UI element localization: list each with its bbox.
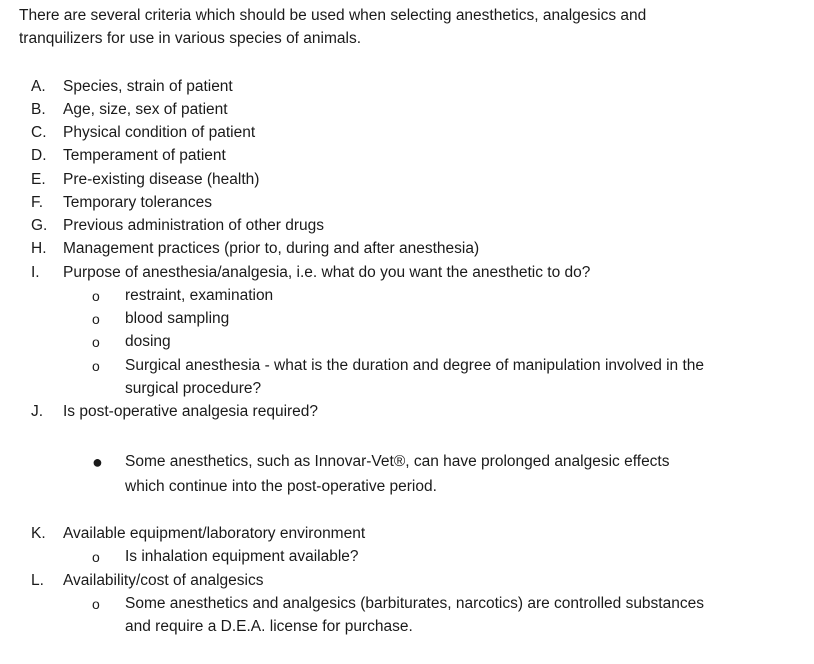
note-line-1: Some anesthetics, such as Innovar-Vet®, can have prolonged analgesic effects bbox=[125, 453, 670, 470]
circle-bullet-icon: o bbox=[92, 549, 100, 565]
sub-list-item-continuation: surgical procedure? bbox=[125, 380, 262, 397]
list-item: Previous administration of other drugs bbox=[63, 217, 325, 234]
list-item: Available equipment/laboratory environment bbox=[63, 525, 366, 542]
list-item: Species, strain of patient bbox=[63, 78, 233, 95]
circle-bullet-icon: o bbox=[92, 334, 100, 350]
sub-list-item: blood sampling bbox=[125, 310, 230, 327]
list-item: Temperament of patient bbox=[63, 147, 226, 164]
circle-bullet-icon: o bbox=[92, 358, 100, 374]
sub-list-item: Is inhalation equipment available? bbox=[125, 548, 359, 565]
list-item: Temporary tolerances bbox=[63, 194, 213, 211]
list-item: Purpose of anesthesia/analgesia, i.e. what do you want the anesthetic to do? bbox=[63, 264, 591, 281]
note-line-2: which continue into the post-operative period. bbox=[125, 478, 437, 495]
circle-bullet-icon: o bbox=[92, 311, 100, 327]
list-marker: A. bbox=[31, 78, 46, 95]
intro-line-1: There are several criteria which should be used when selecting anesthetics, analgesics and bbox=[19, 7, 647, 24]
list-marker: E. bbox=[31, 171, 46, 188]
list-item: Availability/cost of analgesics bbox=[63, 572, 264, 589]
sub-list-item: Some anesthetics and analgesics (barbiturates, narcotics) are controlled substances bbox=[125, 595, 704, 612]
list-marker: H. bbox=[31, 240, 47, 257]
list-marker: J. bbox=[31, 403, 44, 420]
circle-bullet-icon: o bbox=[92, 596, 100, 612]
sub-list-item-continuation: and require a D.E.A. license for purchase. bbox=[125, 618, 413, 635]
list-marker: I. bbox=[31, 264, 40, 281]
intro-line-2: tranquilizers for use in various species of animals. bbox=[19, 30, 362, 47]
circle-bullet-icon: o bbox=[92, 288, 100, 304]
list-marker: G. bbox=[31, 217, 48, 234]
list-marker: D. bbox=[31, 147, 47, 164]
list-marker: C. bbox=[31, 124, 47, 141]
list-marker: L. bbox=[31, 572, 44, 589]
list-item: Is post-operative analgesia required? bbox=[63, 403, 319, 420]
sub-list-item: Surgical anesthesia - what is the duration and degree of manipulation involved in the bbox=[125, 357, 705, 374]
list-marker: B. bbox=[31, 101, 46, 118]
dot-bullet-icon: ● bbox=[92, 452, 103, 472]
list-item: Age, size, sex of patient bbox=[63, 101, 228, 118]
list-marker: K. bbox=[31, 525, 46, 542]
list-item: Physical condition of patient bbox=[63, 124, 256, 141]
list-item: Pre-existing disease (health) bbox=[63, 171, 260, 188]
sub-list-item: dosing bbox=[125, 333, 171, 350]
list-marker: F. bbox=[31, 194, 44, 211]
list-item: Management practices (prior to, during and after anesthesia) bbox=[63, 240, 480, 257]
sub-list-item: restraint, examination bbox=[125, 287, 274, 304]
